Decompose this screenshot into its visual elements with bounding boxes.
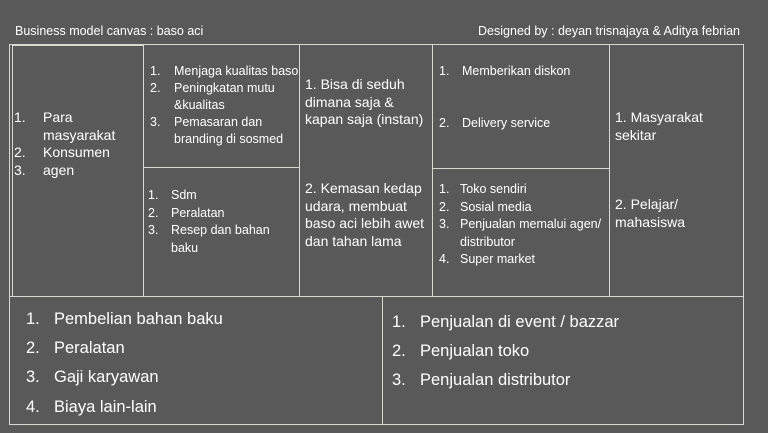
value-proposition-2: 2. Kemasan kedap udara, membuat baso aci lebih awet dan tahan lama	[305, 180, 425, 249]
list-item: 3. Penjualan distributor	[392, 371, 571, 389]
divider-value	[432, 45, 433, 297]
list-item: 1. Para masyarakat	[14, 109, 116, 143]
list-item: 3. Gaji karyawan	[26, 368, 159, 387]
list-item: 2. Delivery service	[439, 116, 551, 130]
list-item: 1. Memberikan diskon	[439, 64, 571, 78]
list-item: 2. Peralatan	[148, 205, 225, 220]
list-item: 2. Peningkatan mutu &kualitas	[150, 81, 275, 112]
key-partners-list	[14, 109, 139, 179]
customer-segment-2: 2. Pelajar/ mahasiswa	[615, 196, 686, 230]
list-item: 1. Pembelian bahan baku	[26, 310, 223, 328]
list-item: 2. Peralatan	[26, 339, 125, 358]
list-item: 2. Sosial media	[439, 199, 532, 214]
value-proposition-1: 1. Bisa di seduh dimana saja & kapan saja (instan)	[305, 76, 424, 127]
divider-costs-revenue	[382, 296, 383, 425]
list-item: 3. agen	[14, 161, 75, 178]
list-item: 1. Sdm	[148, 188, 197, 202]
customer-segment-1: 1. Masyarakat sekitar	[615, 109, 703, 143]
list-item: 4. Super market	[439, 252, 536, 266]
divider-relationships	[609, 45, 610, 297]
list-item: 1. Toko sendiri	[439, 182, 527, 196]
divider-relationships-channels	[432, 168, 610, 169]
list-item: 3. Penjualan memalui agen/ distributor	[439, 217, 602, 249]
customer-relationships-list	[439, 63, 609, 132]
revenue-streams-list	[392, 308, 732, 395]
list-item: 1. Menjaga kualitas baso	[150, 64, 299, 78]
list-item: 3. Pemasaran dan branding di sosmed	[150, 115, 284, 146]
list-item: 2. Konsumen	[14, 144, 110, 160]
header-designer: Designed by : deyan trisnajaya & Aditya febrian	[478, 24, 740, 38]
cost-structure-list	[26, 305, 376, 422]
list-item: 2. Penjualan toko	[392, 342, 530, 360]
list-item: 1. Penjualan di event / bazzar	[392, 313, 620, 331]
key-activities-list	[150, 63, 302, 148]
divider-activities-resources	[143, 167, 300, 168]
list-item: 3. Resep dan bahan baku	[148, 223, 270, 255]
list-item: 4. Biaya lain-lain	[26, 397, 157, 416]
header-title: Business model canvas : baso aci	[15, 24, 204, 38]
channels-list	[439, 181, 609, 269]
key-resources-list	[148, 187, 298, 257]
